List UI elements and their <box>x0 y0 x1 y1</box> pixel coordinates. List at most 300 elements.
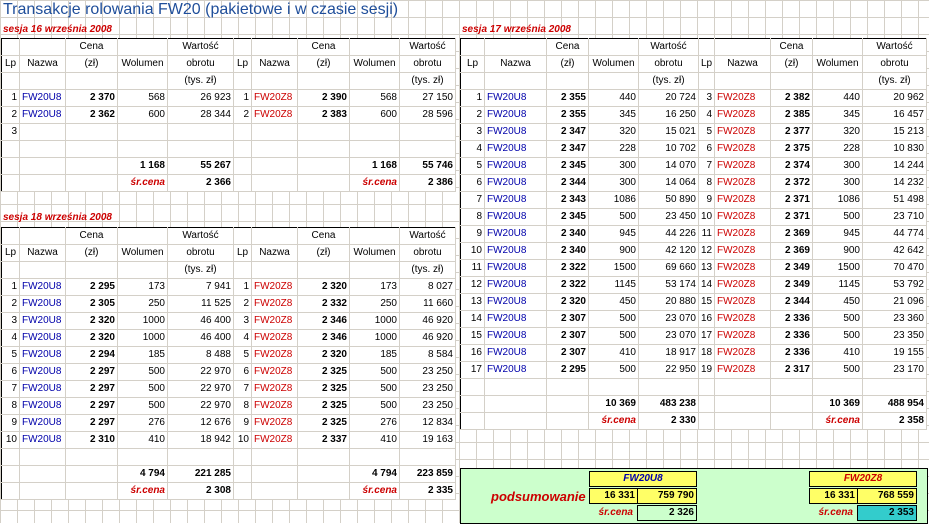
row-lp: 9 <box>699 192 715 209</box>
row-volume <box>118 124 168 141</box>
row-turnover: 22 970 <box>168 364 234 381</box>
row-name-fw20u8: FW20U8 <box>20 432 66 449</box>
table-row <box>461 311 927 328</box>
row-volume: 1500 <box>589 260 639 277</box>
header-wartosc: (tys. zł) <box>863 73 927 90</box>
row-turnover: 23 070 <box>639 311 699 328</box>
row-price: 2 346 <box>298 313 350 330</box>
row-name-fw20z8: FW20Z8 <box>715 192 771 209</box>
row-price: 2 347 <box>547 141 589 158</box>
row-volume: 410 <box>350 432 400 449</box>
table-row <box>461 158 927 175</box>
row-volume: 410 <box>813 345 863 362</box>
row-turnover: 28 596 <box>400 107 456 124</box>
row-lp: 6 <box>699 141 715 158</box>
blank-cell <box>20 449 66 466</box>
avg-price-fw20u8: 2 366 <box>168 175 234 192</box>
session-18-heading: sesja 18 września 2008 <box>3 212 112 223</box>
row-turnover: 23 710 <box>863 209 927 226</box>
blank-row <box>2 141 456 158</box>
header-nazwa: Nazwa <box>20 245 66 262</box>
blank-cell <box>547 413 589 430</box>
row-price: 2 343 <box>547 192 589 209</box>
blank-cell <box>118 449 168 466</box>
header-cena <box>66 262 118 279</box>
blank-cell <box>66 175 118 192</box>
avg-price-fw20u8: 2 308 <box>168 483 234 500</box>
row-name-fw20z8: FW20Z8 <box>715 311 771 328</box>
row-volume: 500 <box>813 311 863 328</box>
row-price: 2 345 <box>547 158 589 175</box>
table-row <box>461 345 927 362</box>
row-turnover: 16 250 <box>639 107 699 124</box>
session-16-table <box>1 38 456 192</box>
row-price: 2 340 <box>547 226 589 243</box>
table-row <box>461 209 927 226</box>
total-turnover-fw20z8: 223 859 <box>400 466 456 483</box>
row-price: 2 320 <box>66 330 118 347</box>
header-wartosc: obrotu <box>400 56 456 73</box>
row-lp: 11 <box>461 260 485 277</box>
row-name-fw20z8: FW20Z8 <box>715 124 771 141</box>
header-row <box>461 39 927 56</box>
header-wolumen <box>118 262 168 279</box>
row-price: 2 320 <box>547 294 589 311</box>
row-name-fw20u8: FW20U8 <box>485 277 547 294</box>
table-row <box>2 313 456 330</box>
row-turnover: 8 488 <box>168 347 234 364</box>
row-turnover: 23 250 <box>400 381 456 398</box>
row-name-fw20z8: FW20Z8 <box>715 209 771 226</box>
blank-cell <box>589 379 639 396</box>
header-wartosc: obrotu <box>639 56 699 73</box>
row-name-fw20z8: FW20Z8 <box>252 398 298 415</box>
row-name-fw20u8 <box>20 124 66 141</box>
row-price: 2 385 <box>771 107 813 124</box>
total-volume-fw20u8: 1 168 <box>118 158 168 175</box>
avg-row <box>2 483 456 500</box>
blank-cell <box>20 175 66 192</box>
table-row <box>461 243 927 260</box>
row-turnover: 27 150 <box>400 90 456 107</box>
row-lp <box>234 124 252 141</box>
row-name-fw20z8: FW20Z8 <box>715 260 771 277</box>
row-name-fw20u8: FW20U8 <box>20 364 66 381</box>
blank-cell <box>461 413 485 430</box>
row-price: 2 325 <box>298 381 350 398</box>
avg-row <box>461 413 927 430</box>
row-lp: 10 <box>461 243 485 260</box>
row-name-fw20z8: FW20Z8 <box>252 415 298 432</box>
row-name-fw20u8: FW20U8 <box>485 226 547 243</box>
header-cena <box>298 73 350 90</box>
row-lp: 7 <box>234 381 252 398</box>
blank-cell <box>168 449 234 466</box>
blank-cell <box>118 141 168 158</box>
avg-label: śr.cena <box>813 413 863 430</box>
total-turnover-fw20z8: 55 746 <box>400 158 456 175</box>
header-wolumen <box>350 73 400 90</box>
table-row <box>2 347 456 364</box>
row-price: 2 307 <box>547 311 589 328</box>
row-name-fw20u8: FW20U8 <box>20 313 66 330</box>
row-volume: 945 <box>589 226 639 243</box>
row-name-fw20u8: FW20U8 <box>485 107 547 124</box>
row-volume: 500 <box>589 209 639 226</box>
row-lp: 18 <box>699 345 715 362</box>
row-volume: 600 <box>350 107 400 124</box>
table-row <box>2 398 456 415</box>
blank-cell <box>252 158 298 175</box>
header-lp <box>234 39 252 56</box>
row-turnover: 18 942 <box>168 432 234 449</box>
table-row <box>2 381 456 398</box>
header-wolumen <box>589 73 639 90</box>
row-turnover: 15 213 <box>863 124 927 141</box>
row-lp: 6 <box>234 364 252 381</box>
header-row <box>2 245 456 262</box>
row-turnover: 26 923 <box>168 90 234 107</box>
row-turnover: 16 457 <box>863 107 927 124</box>
row-price: 2 383 <box>298 107 350 124</box>
header-nazwa <box>485 39 547 56</box>
row-volume: 185 <box>118 347 168 364</box>
row-volume: 1500 <box>813 260 863 277</box>
header-nazwa <box>715 73 771 90</box>
row-lp: 16 <box>699 311 715 328</box>
row-price: 2 336 <box>771 328 813 345</box>
row-lp: 9 <box>234 415 252 432</box>
row-price: 2 322 <box>547 260 589 277</box>
blank-cell <box>2 175 20 192</box>
row-price: 2 325 <box>298 398 350 415</box>
blank-cell <box>234 141 252 158</box>
table-row <box>2 296 456 313</box>
row-price: 2 375 <box>771 141 813 158</box>
blank-cell <box>547 396 589 413</box>
row-volume: 568 <box>350 90 400 107</box>
row-name-fw20u8: FW20U8 <box>20 107 66 124</box>
row-turnover: 22 970 <box>168 398 234 415</box>
row-volume: 500 <box>118 381 168 398</box>
row-turnover: 69 660 <box>639 260 699 277</box>
row-name-fw20z8: FW20Z8 <box>252 381 298 398</box>
row-name-fw20z8: FW20Z8 <box>715 90 771 107</box>
row-name-fw20u8: FW20U8 <box>485 158 547 175</box>
row-price: 2 349 <box>771 277 813 294</box>
row-turnover: 14 244 <box>863 158 927 175</box>
page-title: Transakcje rolowania FW20 (pakietowe i w czasie sesji) <box>3 1 399 18</box>
row-turnover: 20 880 <box>639 294 699 311</box>
table-row <box>461 175 927 192</box>
row-price: 2 369 <box>771 243 813 260</box>
row-volume: 1145 <box>589 277 639 294</box>
row-lp: 5 <box>461 158 485 175</box>
row-volume: 228 <box>813 141 863 158</box>
row-name-fw20z8: FW20Z8 <box>715 107 771 124</box>
header-row <box>2 228 456 245</box>
row-volume: 500 <box>589 362 639 379</box>
blank-cell <box>66 483 118 500</box>
header-wartosc: (tys. zł) <box>168 262 234 279</box>
row-lp: 9 <box>2 415 20 432</box>
blank-cell <box>2 158 20 175</box>
row-turnover: 19 155 <box>863 345 927 362</box>
row-lp: 13 <box>699 260 715 277</box>
row-name-fw20u8: FW20U8 <box>485 328 547 345</box>
header-row <box>2 39 456 56</box>
row-price: 2 307 <box>547 345 589 362</box>
row-turnover: 23 170 <box>863 362 927 379</box>
header-wartosc: Wartość <box>168 39 234 56</box>
row-lp: 8 <box>234 398 252 415</box>
row-name-fw20u8: FW20U8 <box>20 279 66 296</box>
table-row <box>461 328 927 345</box>
row-volume: 450 <box>589 294 639 311</box>
header-lp <box>461 73 485 90</box>
blank-cell <box>461 396 485 413</box>
row-volume: 300 <box>589 175 639 192</box>
header-wartosc: Wartość <box>863 39 927 56</box>
header-nazwa: Nazwa <box>20 56 66 73</box>
header-wolumen <box>350 228 400 245</box>
header-row <box>461 56 927 73</box>
table-row <box>2 279 456 296</box>
row-lp: 1 <box>234 90 252 107</box>
row-price: 2 295 <box>547 362 589 379</box>
header-cena: (zł) <box>66 56 118 73</box>
row-turnover: 10 702 <box>639 141 699 158</box>
row-lp: 11 <box>699 226 715 243</box>
table-row <box>2 330 456 347</box>
row-lp: 8 <box>461 209 485 226</box>
total-turnover-fw20u8: 55 267 <box>168 158 234 175</box>
blank-cell <box>20 466 66 483</box>
header-wartosc: Wartość <box>400 39 456 56</box>
blank-cell <box>66 141 118 158</box>
row-price: 2 337 <box>298 432 350 449</box>
row-price: 2 345 <box>547 209 589 226</box>
blank-cell <box>298 141 350 158</box>
row-lp: 13 <box>461 294 485 311</box>
row-lp: 2 <box>2 296 20 313</box>
blank-cell <box>813 379 863 396</box>
avg-price-fw20z8: 2 358 <box>863 413 927 430</box>
row-turnover: 21 096 <box>863 294 927 311</box>
row-turnover: 23 250 <box>400 364 456 381</box>
avg-label: śr.cena <box>589 413 639 430</box>
row-lp: 6 <box>2 364 20 381</box>
row-turnover <box>168 124 234 141</box>
header-wolumen <box>350 39 400 56</box>
row-name-fw20u8: FW20U8 <box>20 330 66 347</box>
row-volume: 300 <box>813 158 863 175</box>
row-lp: 2 <box>234 107 252 124</box>
row-turnover: 11 525 <box>168 296 234 313</box>
row-price: 2 297 <box>66 398 118 415</box>
row-lp: 2 <box>234 296 252 313</box>
header-wolumen <box>118 73 168 90</box>
row-lp: 3 <box>2 124 20 141</box>
header-wartosc: (tys. zł) <box>168 73 234 90</box>
row-name-fw20z8: FW20Z8 <box>252 107 298 124</box>
row-lp: 8 <box>2 398 20 415</box>
blank-cell <box>252 175 298 192</box>
header-lp: Lp <box>699 56 715 73</box>
row-lp: 12 <box>699 243 715 260</box>
blank-cell <box>20 483 66 500</box>
row-price: 2 355 <box>547 90 589 107</box>
header-cena <box>66 73 118 90</box>
header-wolumen: Wolumen <box>350 56 400 73</box>
header-wolumen: Wolumen <box>118 56 168 73</box>
total-turnover-fw20u8: 483 238 <box>639 396 699 413</box>
header-row <box>2 56 456 73</box>
blank-cell <box>350 141 400 158</box>
row-turnover <box>400 124 456 141</box>
header-lp: Lp <box>2 56 20 73</box>
header-nazwa <box>715 39 771 56</box>
summary-fw20z8-avg: 2 353 <box>857 505 917 521</box>
row-lp: 4 <box>234 330 252 347</box>
row-price: 2 320 <box>298 279 350 296</box>
row-price: 2 372 <box>771 175 813 192</box>
blank-cell <box>298 158 350 175</box>
row-volume <box>350 124 400 141</box>
avg-label: śr.cena <box>350 483 400 500</box>
header-nazwa <box>20 73 66 90</box>
blank-cell <box>168 141 234 158</box>
avg-row <box>2 175 456 192</box>
header-wolumen: Wolumen <box>589 56 639 73</box>
row-volume: 1000 <box>118 313 168 330</box>
blank-row <box>461 379 927 396</box>
blank-cell <box>699 396 715 413</box>
row-name-fw20z8: FW20Z8 <box>252 432 298 449</box>
row-turnover: 23 070 <box>639 328 699 345</box>
row-lp: 2 <box>2 107 20 124</box>
row-turnover: 23 350 <box>863 328 927 345</box>
row-volume: 600 <box>118 107 168 124</box>
row-price: 2 369 <box>771 226 813 243</box>
row-volume: 276 <box>350 415 400 432</box>
avg-price-fw20z8: 2 386 <box>400 175 456 192</box>
header-cena: (zł) <box>298 56 350 73</box>
session-17-heading: sesja 17 września 2008 <box>462 24 571 35</box>
row-volume: 185 <box>350 347 400 364</box>
header-row <box>2 73 456 90</box>
table-row <box>461 192 927 209</box>
avg-label: śr.cena <box>118 175 168 192</box>
row-lp: 10 <box>2 432 20 449</box>
row-lp: 2 <box>461 107 485 124</box>
header-nazwa: Nazwa <box>715 56 771 73</box>
summary-fw20z8-turnover: 768 559 <box>857 488 917 504</box>
row-volume: 440 <box>589 90 639 107</box>
row-volume: 410 <box>589 345 639 362</box>
blank-cell <box>400 141 456 158</box>
row-name-fw20z8: FW20Z8 <box>252 313 298 330</box>
header-lp: Lp <box>234 56 252 73</box>
blank-cell <box>863 379 927 396</box>
row-volume: 500 <box>813 328 863 345</box>
row-volume: 500 <box>813 209 863 226</box>
header-nazwa <box>252 39 298 56</box>
header-row <box>461 73 927 90</box>
row-turnover: 44 226 <box>639 226 699 243</box>
row-name-fw20z8: FW20Z8 <box>715 362 771 379</box>
row-price: 2 347 <box>547 124 589 141</box>
header-lp: Lp <box>234 245 252 262</box>
blank-cell <box>252 141 298 158</box>
row-name-fw20u8: FW20U8 <box>20 398 66 415</box>
blank-cell <box>2 483 20 500</box>
row-price: 2 320 <box>66 313 118 330</box>
table-row <box>461 362 927 379</box>
summary-fw20z8-header: FW20Z8 <box>809 471 917 487</box>
row-turnover: 44 774 <box>863 226 927 243</box>
row-price: 2 320 <box>298 347 350 364</box>
row-price: 2 305 <box>66 296 118 313</box>
blank-cell <box>699 413 715 430</box>
row-price: 2 340 <box>547 243 589 260</box>
row-volume: 410 <box>118 432 168 449</box>
row-name-fw20u8: FW20U8 <box>485 209 547 226</box>
row-turnover: 10 830 <box>863 141 927 158</box>
header-nazwa <box>252 262 298 279</box>
row-name-fw20u8: FW20U8 <box>20 296 66 313</box>
table-row <box>2 90 456 107</box>
table-row <box>461 226 927 243</box>
row-lp: 1 <box>234 279 252 296</box>
row-volume: 300 <box>813 175 863 192</box>
row-price: 2 332 <box>298 296 350 313</box>
table-row <box>2 415 456 432</box>
header-cena: Cena <box>771 39 813 56</box>
row-turnover: 22 970 <box>168 381 234 398</box>
row-price: 2 349 <box>771 260 813 277</box>
blank-cell <box>298 449 350 466</box>
header-wartosc: obrotu <box>863 56 927 73</box>
row-turnover: 53 174 <box>639 277 699 294</box>
blank-cell <box>461 379 485 396</box>
row-lp: 17 <box>461 362 485 379</box>
row-name-fw20z8 <box>252 124 298 141</box>
row-lp: 4 <box>699 107 715 124</box>
table-row <box>461 90 927 107</box>
row-lp: 4 <box>2 330 20 347</box>
header-wartosc: Wartość <box>400 228 456 245</box>
blank-cell <box>699 379 715 396</box>
row-price: 2 344 <box>771 294 813 311</box>
totals-row <box>461 396 927 413</box>
header-cena <box>298 262 350 279</box>
row-lp: 9 <box>461 226 485 243</box>
table-row <box>461 107 927 124</box>
row-lp: 5 <box>234 347 252 364</box>
total-volume-fw20z8: 1 168 <box>350 158 400 175</box>
table-row <box>2 124 456 141</box>
row-volume: 276 <box>118 415 168 432</box>
row-lp: 16 <box>461 345 485 362</box>
header-wartosc: Wartość <box>639 39 699 56</box>
header-cena: Cena <box>66 39 118 56</box>
row-price: 2 371 <box>771 209 813 226</box>
blank-cell <box>298 466 350 483</box>
row-volume: 450 <box>813 294 863 311</box>
row-price: 2 297 <box>66 364 118 381</box>
row-name-fw20z8: FW20Z8 <box>252 279 298 296</box>
